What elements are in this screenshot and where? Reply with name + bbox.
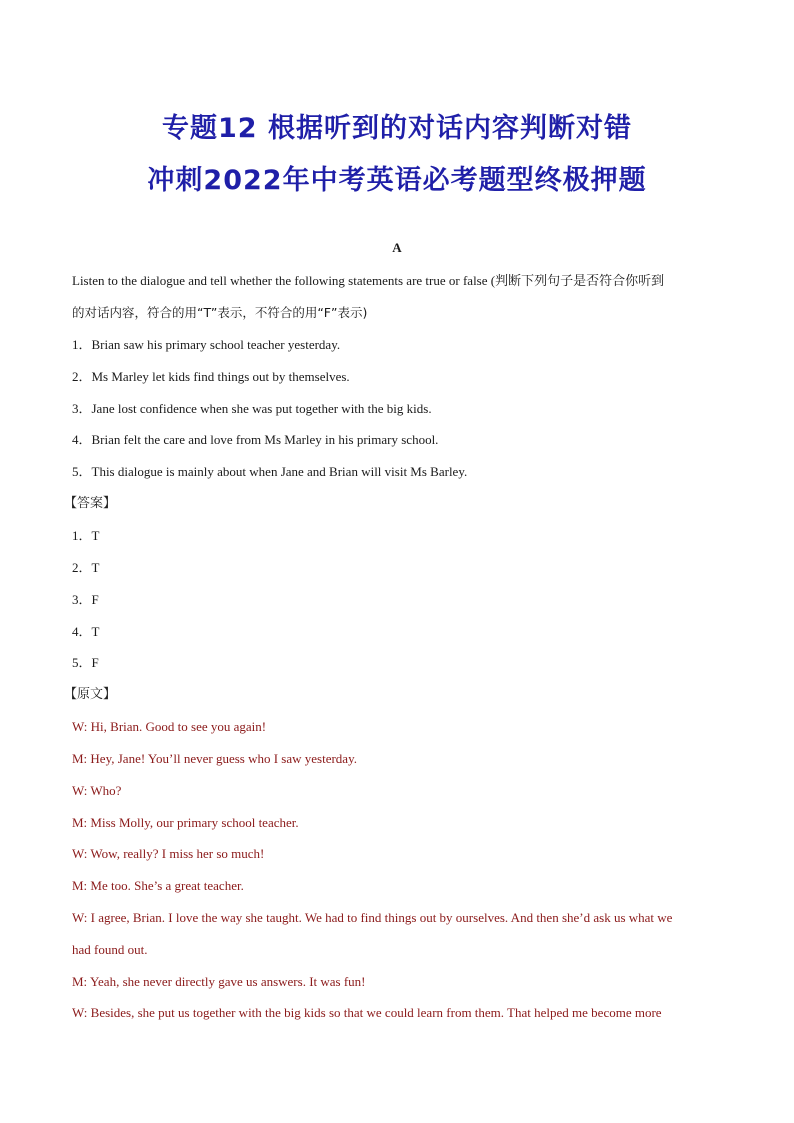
answer-2: 2．T xyxy=(72,560,100,575)
answer-1: 1．T xyxy=(72,528,100,543)
answer-heading: 【答案】 xyxy=(64,496,117,511)
answer-4: 4．T xyxy=(72,624,100,639)
transcript-line-6: M: Me too. She’s a great teacher. xyxy=(72,878,244,893)
instruction-line-2: 的对话内容，符合的用“T”表示，不符合的用“F”表示) xyxy=(72,305,368,320)
statement-2: 2．Ms Marley let kids find things out by themselves. xyxy=(72,369,350,384)
statement-4: 4．Brian felt the care and love from Ms Marley in his primary school. xyxy=(72,432,439,447)
transcript-line-9: M: Yeah, she never directly gave us answers. It was fun! xyxy=(72,974,366,989)
transcript-line-4: M: Miss Molly, our primary school teacher. xyxy=(72,815,299,830)
document-title-line-1: 专题12 根据听到的对话内容判断对错 xyxy=(162,113,632,144)
answer-5: 5．F xyxy=(72,655,99,670)
transcript-line-2: M: Hey, Jane! You’ll never guess who I saw yesterday. xyxy=(72,751,357,766)
instruction-line-1: Listen to the dialogue and tell whether the following statements are true or false (判断下列句子是否符合你听到 xyxy=(72,273,665,288)
transcript-line-10: W: Besides, she put us together with the big kids so that we could learn from them. That helped me become more xyxy=(72,1005,662,1020)
statement-3: 3．Jane lost confidence when she was put together with the big kids. xyxy=(72,401,432,416)
transcript-line-3: W: Who? xyxy=(72,783,122,798)
transcript-line-8: had found out. xyxy=(72,942,148,957)
answer-3: 3．F xyxy=(72,592,99,607)
section-letter: A xyxy=(392,240,402,255)
transcript-line-7: W: I agree, Brian. I love the way she taught. We had to find things out by ourselves. And then she’d ask us what we xyxy=(72,910,673,925)
transcript-line-1: W: Hi, Brian. Good to see you again! xyxy=(72,719,267,734)
statement-5: 5．This dialogue is mainly about when Jane and Brian will visit Ms Barley. xyxy=(72,464,468,479)
transcript-heading: 【原文】 xyxy=(64,687,117,702)
statement-1: 1．Brian saw his primary school teacher yesterday. xyxy=(72,337,341,352)
transcript-line-5: W: Wow, really? I miss her so much! xyxy=(72,846,265,861)
document-title-line-2: 冲刺2022年中考英语必考题型终极押题 xyxy=(147,165,647,196)
